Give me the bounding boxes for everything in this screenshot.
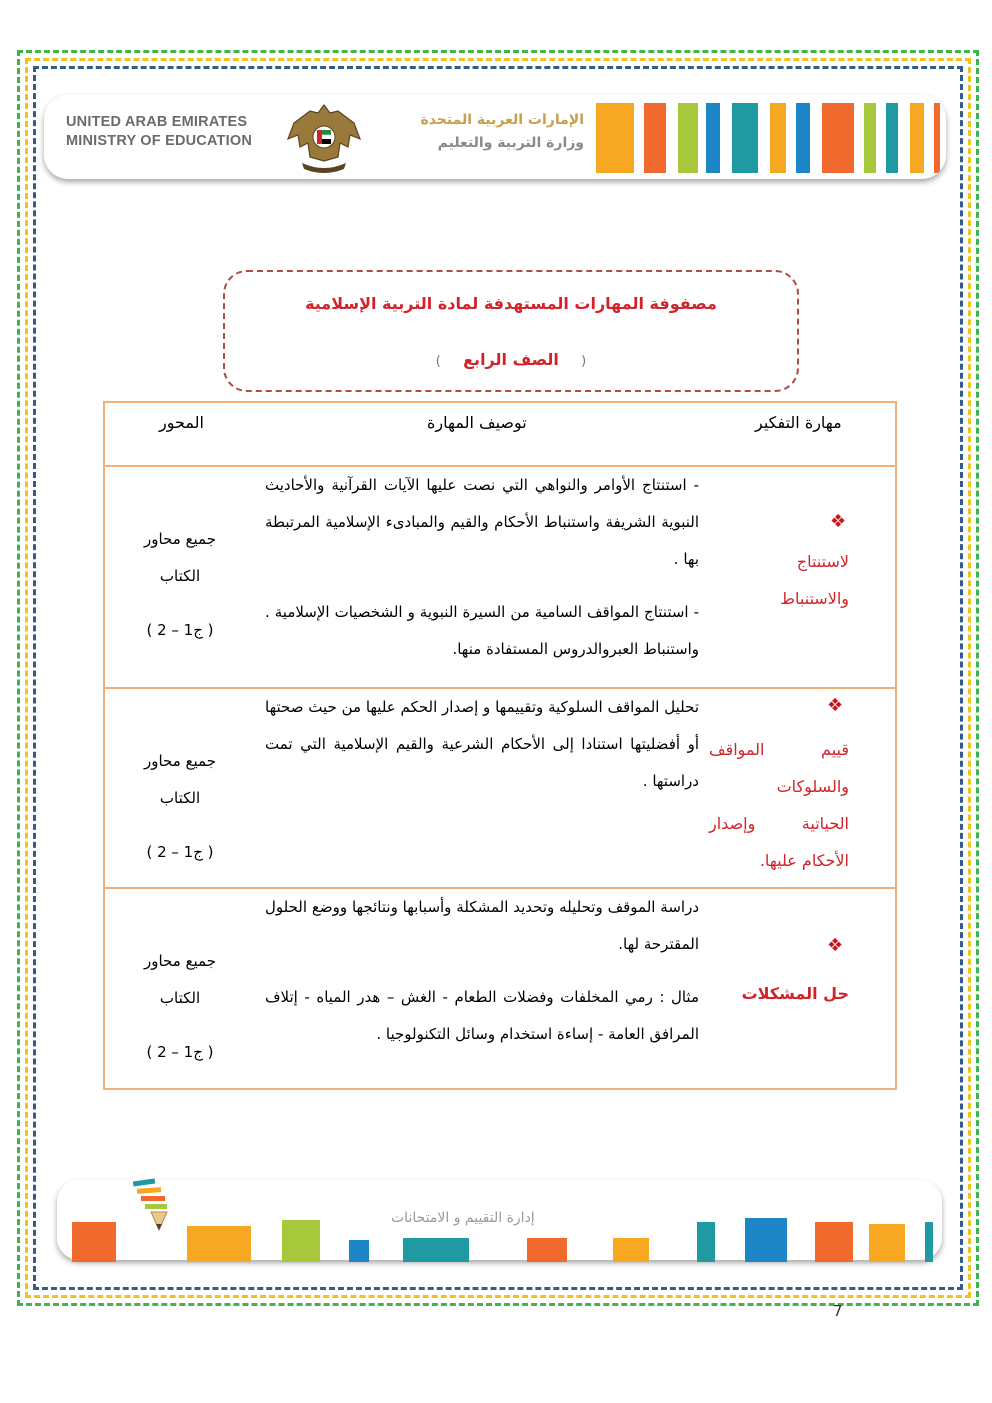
header-color-bar bbox=[910, 103, 924, 173]
axis-line: الكتاب bbox=[159, 789, 201, 807]
description-paragraph: - استنتاج المواقف السامية من السيرة النبوية و الشخصيات الإسلامية . واستنباط العبروالدروس المستفادة منها. bbox=[265, 603, 699, 658]
footer-color-bar bbox=[745, 1218, 787, 1262]
footer-color-bar bbox=[697, 1222, 715, 1262]
footer-color-bar bbox=[815, 1222, 853, 1262]
axis-line: جميع محاور bbox=[144, 952, 216, 970]
skill-line: لاستنتاج bbox=[796, 552, 849, 571]
header-color-bar bbox=[706, 103, 720, 173]
description-paragraph: مثال : رمي المخلفات وفضلات الطعام - الغش – هدر المياه - إتلاف المرافق العامة - إساءة استخدام وسائل التكنولوجيا . bbox=[265, 988, 699, 1043]
axis-reference: ( ج1 – 2 ) bbox=[146, 843, 214, 861]
axis-line: جميع محاور bbox=[144, 752, 216, 770]
skill-line: قييم المواقف bbox=[709, 740, 849, 759]
skill-line: حل المشكلات bbox=[741, 984, 849, 1003]
axis-reference: ( ج1 – 2 ) bbox=[146, 1043, 214, 1061]
title-box bbox=[223, 270, 799, 392]
english-line-country: UNITED ARAB EMIRATES bbox=[66, 114, 248, 130]
description-paragraph: - استنتاج الأوامر والنواهي التي نصت عليها الآيات القرآنية والأحاديث النبوية الشريفة واستنباط الأحكام والقيم والمبادىء الإسلامية المرتبطة بها . bbox=[265, 476, 699, 568]
diamond-bullet-icon: ❖ bbox=[827, 695, 844, 716]
header-thinking-skill: مهارة التفكير bbox=[755, 413, 842, 432]
paren-close: ) bbox=[435, 354, 441, 369]
arabic-line-country: الإمارات العربية المتحدة bbox=[420, 112, 584, 128]
footer-color-bar bbox=[613, 1238, 649, 1262]
footer-color-bar bbox=[282, 1220, 320, 1262]
arabic-line-ministry: وزارة التربية والتعليم bbox=[437, 135, 584, 151]
header-color-bar bbox=[732, 103, 758, 173]
diamond-bullet-icon: ❖ bbox=[827, 935, 844, 956]
skill-description bbox=[265, 889, 699, 1053]
document-title: مصفوفة المهارات المستهدفة لمادة التربية الإسلامية bbox=[305, 294, 717, 313]
table-header-row bbox=[105, 403, 895, 465]
header-color-bar bbox=[796, 103, 810, 173]
footer-color-bar bbox=[925, 1222, 933, 1262]
header-color-bar bbox=[934, 103, 940, 173]
pencil-logo-icon bbox=[131, 1178, 181, 1238]
axis-cell bbox=[105, 521, 255, 649]
footer-color-bar bbox=[349, 1240, 369, 1262]
ministry-english-name bbox=[66, 113, 252, 151]
skill-line: الأحكام عليها. bbox=[759, 851, 849, 870]
axis-reference: ( ج1 – 2 ) bbox=[146, 621, 214, 639]
header-color-bar bbox=[886, 103, 898, 173]
axis-line: الكتاب bbox=[159, 989, 201, 1007]
skill-line: والسلوكات bbox=[776, 777, 849, 796]
header-axis: المحور bbox=[159, 413, 204, 432]
paren-open: ( bbox=[581, 354, 587, 369]
diamond-bullet-icon: ❖ bbox=[830, 511, 847, 532]
table-row bbox=[105, 465, 895, 687]
skill-line: والاستنباط bbox=[780, 589, 849, 608]
assessment-footer bbox=[57, 1180, 942, 1260]
ministry-arabic-name bbox=[374, 109, 584, 155]
uae-eagle-emblem-icon bbox=[284, 99, 364, 177]
skill-description bbox=[265, 689, 699, 800]
skill-name bbox=[699, 975, 849, 1012]
skill-name bbox=[699, 543, 849, 617]
footer-color-bar bbox=[527, 1238, 567, 1262]
english-line-ministry: MINISTRY OF EDUCATION bbox=[66, 133, 252, 149]
description-paragraph: تحليل المواقف السلوكية وتقييمها و إصدار الحكم عليها من حيث صحتها أو أفضليتها استنادا إلى الأحكام الشرعية والقيم الإسلامية التي تمت دراستها . bbox=[265, 698, 699, 790]
header-color-bar bbox=[678, 103, 698, 173]
axis-cell bbox=[105, 943, 255, 1071]
footer-color-bar bbox=[72, 1222, 116, 1262]
axis-cell bbox=[105, 743, 255, 871]
axis-line: جميع محاور bbox=[144, 530, 216, 548]
footer-color-bar bbox=[869, 1224, 905, 1262]
header-description: توصيف المهارة bbox=[427, 413, 527, 432]
skills-matrix-table bbox=[103, 401, 897, 1090]
footer-color-bar bbox=[403, 1238, 469, 1262]
page-number: 7 bbox=[833, 1302, 843, 1320]
description-paragraph: دراسة الموقف وتحليله وتحديد المشكلة وأسبابها ونتائجها ووضع الحلول المقترحة لها. bbox=[265, 898, 699, 953]
header-color-bar bbox=[864, 103, 876, 173]
assessment-department-label: إدارة التقييم و الامتحانات bbox=[391, 1210, 535, 1226]
footer-color-bar bbox=[187, 1226, 251, 1262]
axis-line: الكتاب bbox=[159, 567, 201, 585]
header-color-bar bbox=[822, 103, 854, 173]
ministry-header bbox=[44, 95, 946, 179]
header-color-bar bbox=[644, 103, 666, 173]
grade-label: الصف الرابع bbox=[463, 350, 559, 369]
table-row bbox=[105, 687, 895, 887]
header-color-bar bbox=[596, 103, 634, 173]
skill-name bbox=[709, 731, 849, 879]
skill-description bbox=[265, 467, 699, 668]
grade-title bbox=[225, 350, 797, 369]
table-row bbox=[105, 887, 895, 1088]
skill-line: الحياتية وإصدار bbox=[709, 814, 849, 833]
header-color-bar bbox=[770, 103, 786, 173]
